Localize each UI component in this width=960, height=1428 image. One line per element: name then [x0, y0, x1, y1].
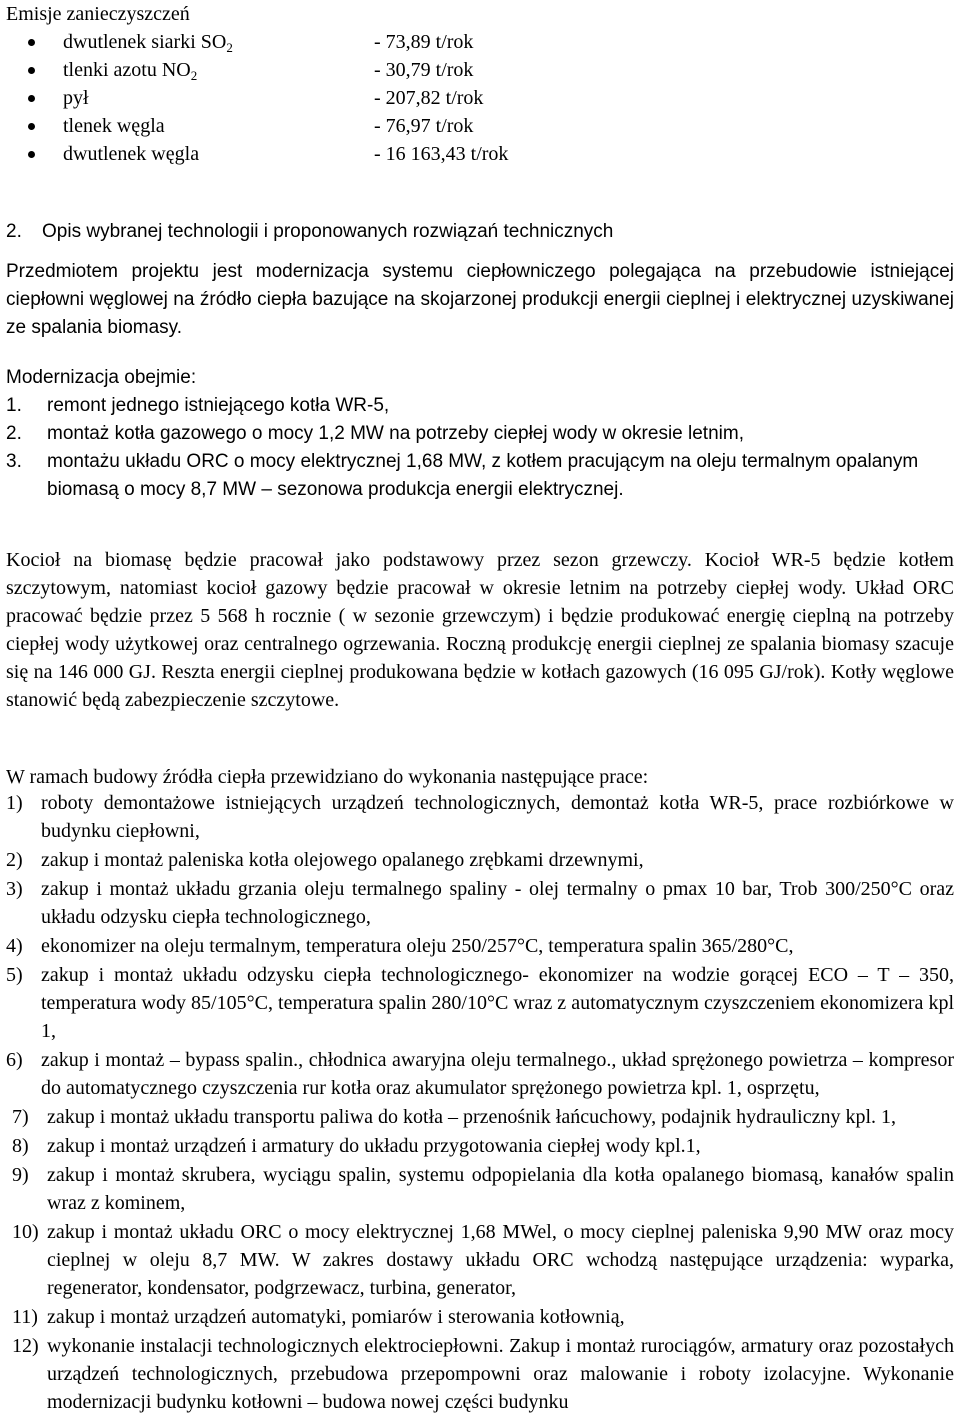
list-text: roboty demontażowe istniejących urządzeń technologicznych, demontaż kotła WR-5, prace rozbiórkowe w budynku ciepłowni, [41, 792, 954, 842]
emissions-title: Emisje zanieczyszczeń [6, 3, 190, 25]
list-item [6, 1132, 954, 1160]
list-text: zakup i montaż skrubera, wyciągu spalin, systemu odpopielania dla kotła opalanego biomasą, kanałów spalin wraz z kominem, [47, 1164, 954, 1214]
emission-subscript: 2 [226, 40, 233, 55]
bullet-icon [28, 151, 35, 158]
list-number: 9) [12, 1164, 29, 1186]
list-number: 1. [6, 395, 22, 416]
list-item [6, 1103, 954, 1131]
intro-paragraph: Przedmiotem projektu jest modernizacja systemu ciepłowniczego polegająca na przebudowie istniejącej ciepłowni węglowej na źródło ciepła bazujące na skojarzonej produkcji energii cieplnej i elektrycznej uzyskiwanej ze spalania biomasy. [6, 261, 954, 338]
list-item [6, 1046, 954, 1102]
list-number: 7) [12, 1106, 29, 1128]
list-number: 1) [6, 792, 23, 814]
list-text: zakup i montaż układu odzysku ciepła technologicznego- ekonomizer na wodzie gorącej ECO – T – 350, temperatura wody 85/105°C, temperatura spalin 280/10°C wraz z automatycznym czyszczeniem ekonomizera kpl 1, [41, 964, 954, 1042]
list-number: 8) [12, 1135, 29, 1157]
emission-value: - 73,89 t/rok [374, 31, 474, 53]
modernization-list [6, 392, 954, 504]
list-number: 4) [6, 935, 23, 957]
list-text: zakup i montaż układu ORC o mocy elektrycznej 1,68 MWel, o mocy cieplnej paleniska 9,90 MW oraz mocy cieplnej w oleju 8,7 MW. W zakres dostawy układu ORC wchodzą następujące urządzenia: wyparka, regenerator, kondensator, podgrzewacz, turbina, generator, [47, 1221, 954, 1299]
list-item [6, 448, 954, 504]
list-item [6, 1332, 954, 1416]
bullet-icon [28, 67, 35, 74]
bullet-icon [28, 39, 35, 46]
emission-name: dwutlenek węgla [63, 143, 200, 165]
bullet-icon [28, 95, 35, 102]
list-item [6, 846, 954, 874]
list-number: 10) [12, 1221, 39, 1243]
section-heading [6, 218, 613, 246]
emission-value: - 76,97 t/rok [374, 115, 474, 137]
list-text: montaż kotła gazowego o mocy 1,2 MW na potrzeby ciepłej wody w okresie letnim, [47, 423, 744, 444]
emission-value: - 207,82 t/rok [374, 87, 484, 109]
works-title: W ramach budowy źródła ciepła przewidziano do wykonania następujące prace: [6, 766, 649, 788]
list-item [6, 961, 954, 1045]
list-text: zakup i montaż – bypass spalin., chłodnica awaryjna oleju termalnego., układ sprężonego powietrza – kompresor do automatycznego czyszczenia rur kotła oraz akumulator sprężonego powietrza kpl. 1, osprzętu, [41, 1049, 954, 1099]
works-list [6, 789, 954, 1417]
list-number: 2. [6, 423, 22, 444]
emission-name: pył [63, 87, 89, 109]
list-item [6, 932, 954, 960]
emission-item [6, 140, 606, 168]
list-item [6, 1161, 954, 1217]
list-number: 3. [6, 451, 22, 472]
section-title: Opis wybranej technologii i proponowanych rozwiązań technicznych [42, 221, 614, 242]
list-text: zakup i montaż układu transportu paliwa do kotła – przenośnik łańcuchowy, podajnik hydrauliczny kpl. 1, [47, 1106, 897, 1128]
modernization-title: Modernizacja obejmie: [6, 367, 197, 388]
emissions-list [6, 28, 606, 168]
emission-name: dwutlenek siarki SO [63, 31, 227, 53]
bullet-icon [28, 123, 35, 130]
list-text: remont jednego istniejącego kotła WR-5, [47, 395, 390, 416]
emission-name: tlenki azotu NO [63, 59, 191, 81]
emission-item [6, 28, 606, 56]
list-text: montażu układu ORC o mocy elektrycznej 1,68 MW, z kotłem pracującym na oleju termalnym opalanym biomasą o mocy 8,7 MW – sezonowa produkcja energii elektrycznej. [47, 451, 919, 500]
emission-name: tlenek węgla [63, 115, 165, 137]
list-item [6, 392, 954, 420]
list-number: 3) [6, 878, 23, 900]
list-text: zakup i montaż urządzeń automatyki, pomiarów i sterowania kotłownią, [47, 1306, 625, 1328]
list-number: 6) [6, 1049, 23, 1071]
list-text: zakup i montaż paleniska kotła olejowego opalanego zrębkami drzewnymi, [41, 849, 644, 871]
list-item [6, 1303, 954, 1331]
list-text: zakup i montaż układu grzania oleju termalnego spaliny - olej termalny o pmax 10 bar, Trob 300/250°C oraz układu odzysku ciepła technologicznego, [41, 878, 954, 928]
list-item [6, 875, 954, 931]
emission-item [6, 56, 606, 84]
emission-value: - 30,79 t/rok [374, 59, 474, 81]
list-item [6, 789, 954, 845]
list-number: 12) [12, 1335, 39, 1357]
emission-item [6, 84, 606, 112]
emission-value: - 16 163,43 t/rok [374, 143, 509, 165]
list-item [6, 1218, 954, 1302]
list-number: 11) [12, 1306, 38, 1328]
emission-item [6, 112, 606, 140]
operation-paragraph: Kocioł na biomasę będzie pracował jako podstawowy przez sezon grzewczy. Kocioł WR-5 będzie kotłem szczytowym, natomiast kocioł gazowy będzie pracował w okresie letnim na potrzeby ciepłej wody. Układ ORC pracować będzie przez 5 568 h rocznie ( w sezonie grzewczym) i będzie produkować energię cieplną na potrzeby ciepłej wody użytkowej oraz centralnego ogrzewania. Roczną produkcję energii cieplnej ze spalania biomasy szacuje się na 146 000 GJ. Reszta energii cieplnej produkowana będzie w kotłach gazowych (16 095 GJ/rok). Kotły węglowe stanowić będą zabezpieczenie szczytowe. [6, 549, 954, 711]
emission-subscript: 2 [190, 68, 198, 83]
list-number: 5) [6, 964, 23, 986]
list-text: ekonomizer na oleju termalnym, temperatura oleju 250/257°C, temperatura spalin 365/280°C, [41, 935, 794, 957]
section-number: 2. [6, 221, 22, 242]
list-text: wykonanie instalacji technologicznych elektrociepłowni. Zakup i montaż rurociągów, armatury oraz pozostałych urządzeń technologicznych, przebudowa przepompowni oraz malowanie i roboty izolacyjne. Wykonanie modernizacji budynku kotłowni – budowa nowej części budynku [47, 1335, 954, 1413]
list-text: zakup i montaż urządzeń i armatury do układu przygotowania ciepłej wody kpl.1, [47, 1135, 701, 1157]
list-item [6, 420, 954, 448]
list-number: 2) [6, 849, 23, 871]
